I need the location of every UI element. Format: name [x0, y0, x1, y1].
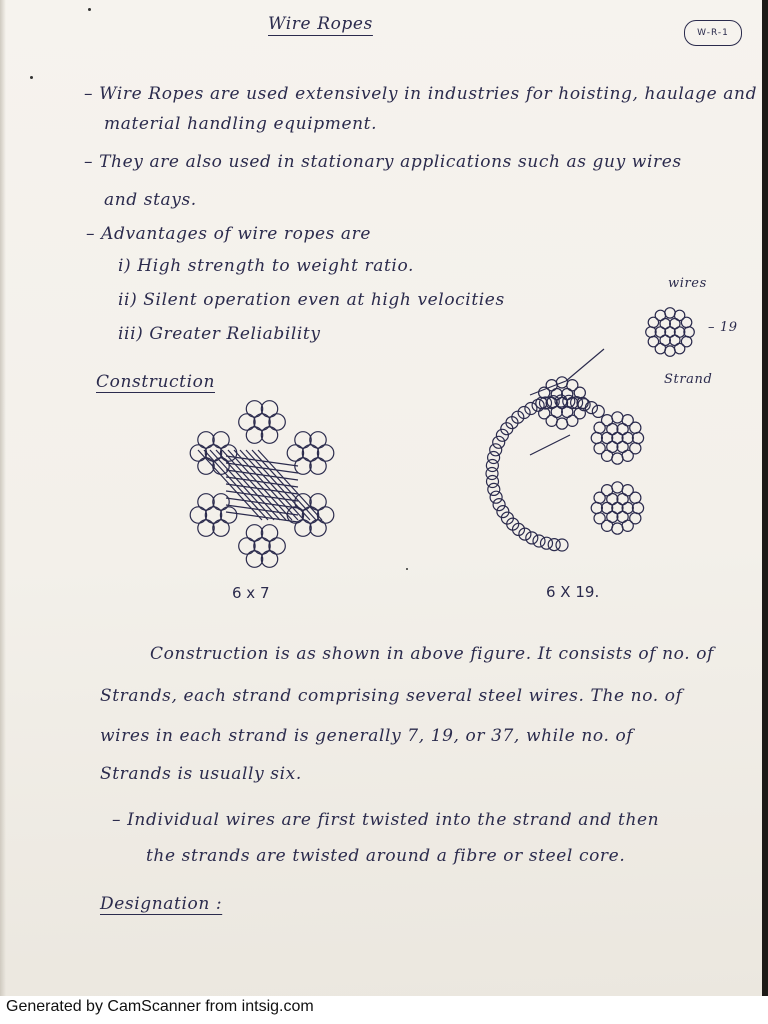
wire-circle	[310, 520, 326, 536]
wire-circle	[602, 415, 613, 426]
body-line-5: – Individual wires are first twisted into the strand and then	[112, 810, 660, 830]
advantage-item-2: ii) Silent operation even at high velocities	[118, 290, 505, 310]
fig-6x19-caption: 6 X 19.	[546, 583, 600, 601]
wire-circle	[213, 432, 229, 448]
wire-circle	[591, 432, 602, 443]
wire-circle	[622, 450, 633, 461]
intro-line-1: – Wire Ropes are used extensively in industries for hoisting, haulage and	[84, 84, 758, 104]
wire-circle	[490, 491, 502, 503]
wire-circle	[246, 401, 262, 417]
wire-circle	[295, 432, 311, 448]
body-line-6: the strands are twisted around a fibre or steel core.	[146, 846, 626, 866]
rope-6x7-sketch	[180, 392, 344, 572]
body-line-1: Construction is as shown in above figure. It consists of no. of	[150, 644, 714, 664]
wire-circle	[630, 492, 641, 503]
wire-circle	[261, 525, 277, 541]
wire-circle	[493, 499, 505, 511]
wire-circle	[213, 520, 229, 536]
wire-circle	[632, 502, 643, 513]
wire-circle	[526, 532, 538, 544]
wire-circle	[190, 507, 206, 523]
wire-circle	[310, 432, 326, 448]
wire-circle	[556, 418, 567, 429]
wire-circle	[594, 513, 605, 524]
wires-label: wires	[668, 276, 707, 291]
wire-circle	[612, 523, 623, 534]
wire-circle	[261, 427, 277, 443]
wire-circle	[220, 445, 236, 461]
wire-circle	[532, 399, 544, 411]
advantage-item-1: i) High strength to weight ratio.	[118, 256, 414, 276]
body-line-4: Strands is usually six.	[100, 764, 302, 784]
wire-circle	[684, 327, 694, 337]
wire-circle	[261, 401, 277, 417]
wire-circle	[488, 483, 500, 495]
wire-circle	[585, 402, 597, 414]
intro-line-3: – They are also used in stationary applications such as guy wires	[84, 152, 682, 172]
wire-circle	[592, 405, 604, 417]
wire-circle	[198, 432, 214, 448]
wire-circle	[612, 482, 623, 493]
page-number-badge: W-R-1	[684, 20, 742, 46]
wire-circle	[681, 317, 691, 327]
wire-circle	[246, 551, 262, 567]
wire-circle	[287, 445, 303, 461]
wire-circle	[646, 327, 656, 337]
wire-circle	[198, 494, 214, 510]
wire-circle	[496, 429, 508, 441]
wire-circle	[246, 427, 262, 443]
wire-circle	[591, 502, 602, 513]
rope-6x19-sketch	[470, 345, 670, 575]
wire-circle	[486, 460, 498, 472]
speck	[88, 8, 91, 11]
wire-circle	[488, 452, 500, 464]
sketch-stroke	[234, 450, 298, 520]
sketch-stroke	[566, 349, 604, 381]
wire-circle	[665, 308, 675, 318]
advantages-heading: – Advantages of wire ropes are	[86, 224, 372, 244]
page-title: Wire Ropes	[268, 14, 373, 34]
wire-circle	[205, 507, 221, 523]
wire-circle	[269, 538, 285, 554]
body-line-3: wires in each strand is generally 7, 19, or 37, while no. of	[100, 726, 634, 746]
sketch-stroke	[240, 450, 304, 520]
wire-circle	[317, 507, 333, 523]
wire-circle	[674, 343, 684, 353]
wire-circle	[254, 538, 270, 554]
wire-circle	[198, 520, 214, 536]
wire-circle	[602, 485, 613, 496]
speck	[406, 568, 408, 570]
body-line-2: Strands, each strand comprising several steel wires. The no. of	[100, 686, 683, 706]
intro-line-2: material handling equipment.	[104, 114, 378, 134]
fig-6x7-caption: 6 x 7	[232, 584, 270, 602]
strand-label: Strand	[664, 372, 713, 387]
wire-circle	[525, 403, 537, 415]
wire-circle	[594, 443, 605, 454]
wire-circle	[310, 494, 326, 510]
wire-circle	[239, 414, 255, 430]
wire-circle	[310, 458, 326, 474]
wire-circle	[632, 432, 643, 443]
wire-circle	[269, 414, 285, 430]
wire-circle	[490, 444, 502, 456]
wire-circle	[567, 415, 578, 426]
wire-circle	[317, 445, 333, 461]
sketch-stroke	[216, 450, 280, 520]
wire-circle	[239, 538, 255, 554]
wire-circle	[541, 537, 553, 549]
sketch-stroke	[530, 435, 570, 455]
designation-heading: Designation :	[100, 894, 223, 914]
wire-circle	[612, 453, 623, 464]
scanner-watermark: Generated by CamScanner from intsig.com	[0, 996, 768, 1024]
wire-circle	[246, 525, 262, 541]
wire-circle	[190, 445, 206, 461]
wire-circle	[198, 458, 214, 474]
construction-heading: Construction	[96, 372, 215, 392]
intro-line-4: and stays.	[104, 190, 197, 210]
wire-circle	[213, 458, 229, 474]
wire-circle	[213, 494, 229, 510]
wire-circle	[630, 422, 641, 433]
wire-circle	[622, 520, 633, 531]
speck	[30, 76, 33, 79]
wire-circle	[302, 445, 318, 461]
wire-circle	[612, 412, 623, 423]
wire-circle	[220, 507, 236, 523]
wire-circle	[254, 414, 270, 430]
wire-circle	[655, 310, 665, 320]
wire-circle	[493, 436, 505, 448]
wire-circle	[548, 539, 560, 551]
wire-circle	[261, 551, 277, 567]
advantage-item-3: iii) Greater Reliability	[118, 324, 321, 344]
wire-circle	[533, 535, 545, 547]
wire-count-label: – 19	[708, 320, 738, 335]
